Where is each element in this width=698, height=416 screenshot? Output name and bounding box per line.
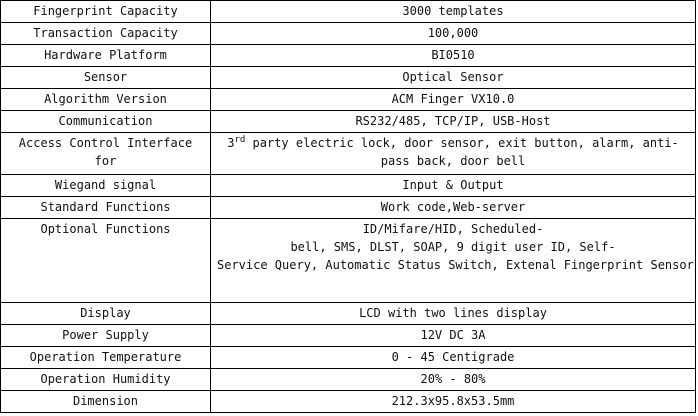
spec-value: 0 - 45 Centigrade [211, 347, 696, 369]
spec-label: Operation Temperature [1, 347, 211, 369]
spec-value: BI0510 [211, 45, 696, 67]
table-row [1, 325, 696, 347]
ordinal-number: 3 [227, 136, 235, 150]
spec-value [211, 133, 696, 175]
spec-value: 12V DC 3A [211, 325, 696, 347]
spec-label: Algorithm Version [1, 89, 211, 111]
spec-value: 3000 templates [211, 1, 696, 23]
ordinal-suffix: rd [234, 135, 246, 145]
table-row [1, 23, 696, 45]
spec-label: Transaction Capacity [1, 23, 211, 45]
spec-label: Display [1, 303, 211, 325]
spec-value-text: party electric lock, door sensor, exit button, alarm, anti- [245, 136, 679, 150]
table-row [1, 111, 696, 133]
table-row [1, 219, 696, 303]
spec-label: Standard Functions [1, 197, 211, 219]
spec-label: Optional Functions [1, 219, 211, 303]
spec-value-line: ID/Mifare/HID, Scheduled- [362, 222, 544, 236]
table-row [1, 133, 696, 175]
table-row [1, 369, 696, 391]
table-row [1, 175, 696, 197]
table-row [1, 89, 696, 111]
spec-value: Work code,Web-server [211, 197, 696, 219]
spec-value-line: bell, SMS, DLST, SOAP, 9 digit user ID, Self- [290, 240, 616, 254]
spec-label: Hardware Platform [1, 45, 211, 67]
spec-value: LCD with two lines display [211, 303, 696, 325]
spec-label: Wiegand signal [1, 175, 211, 197]
table-row [1, 1, 696, 23]
spec-label: Fingerprint Capacity [1, 1, 211, 23]
spec-value: 100,000 [211, 23, 696, 45]
spec-value: ACM Finger VX10.0 [211, 89, 696, 111]
spec-label: Communication [1, 111, 211, 133]
spec-value: RS232/485, TCP/IP, USB-Host [211, 111, 696, 133]
table-row [1, 45, 696, 67]
spec-value: Optical Sensor [211, 67, 696, 89]
spec-value: 212.3x95.8x53.5mm [211, 391, 696, 413]
spec-value-line: Service Query, Automatic Status Switch, Extenal Fingerprint Sensor [217, 258, 694, 272]
spec-label: Operation Humidity [1, 369, 211, 391]
spec-label: Sensor [1, 67, 211, 89]
spec-value: 20% - 80% [211, 369, 696, 391]
table-row [1, 391, 696, 413]
table-row [1, 347, 696, 369]
spec-value [211, 219, 696, 303]
spec-value-line: pass back, door bell [380, 154, 526, 168]
table-row [1, 197, 696, 219]
table-row [1, 303, 696, 325]
spec-label: Dimension [1, 391, 211, 413]
table-row [1, 67, 696, 89]
spec-value-line [217, 134, 689, 152]
spec-label: Power Supply [1, 325, 211, 347]
spec-value: Input & Output [211, 175, 696, 197]
spec-label: Access Control Interface for [1, 133, 211, 175]
